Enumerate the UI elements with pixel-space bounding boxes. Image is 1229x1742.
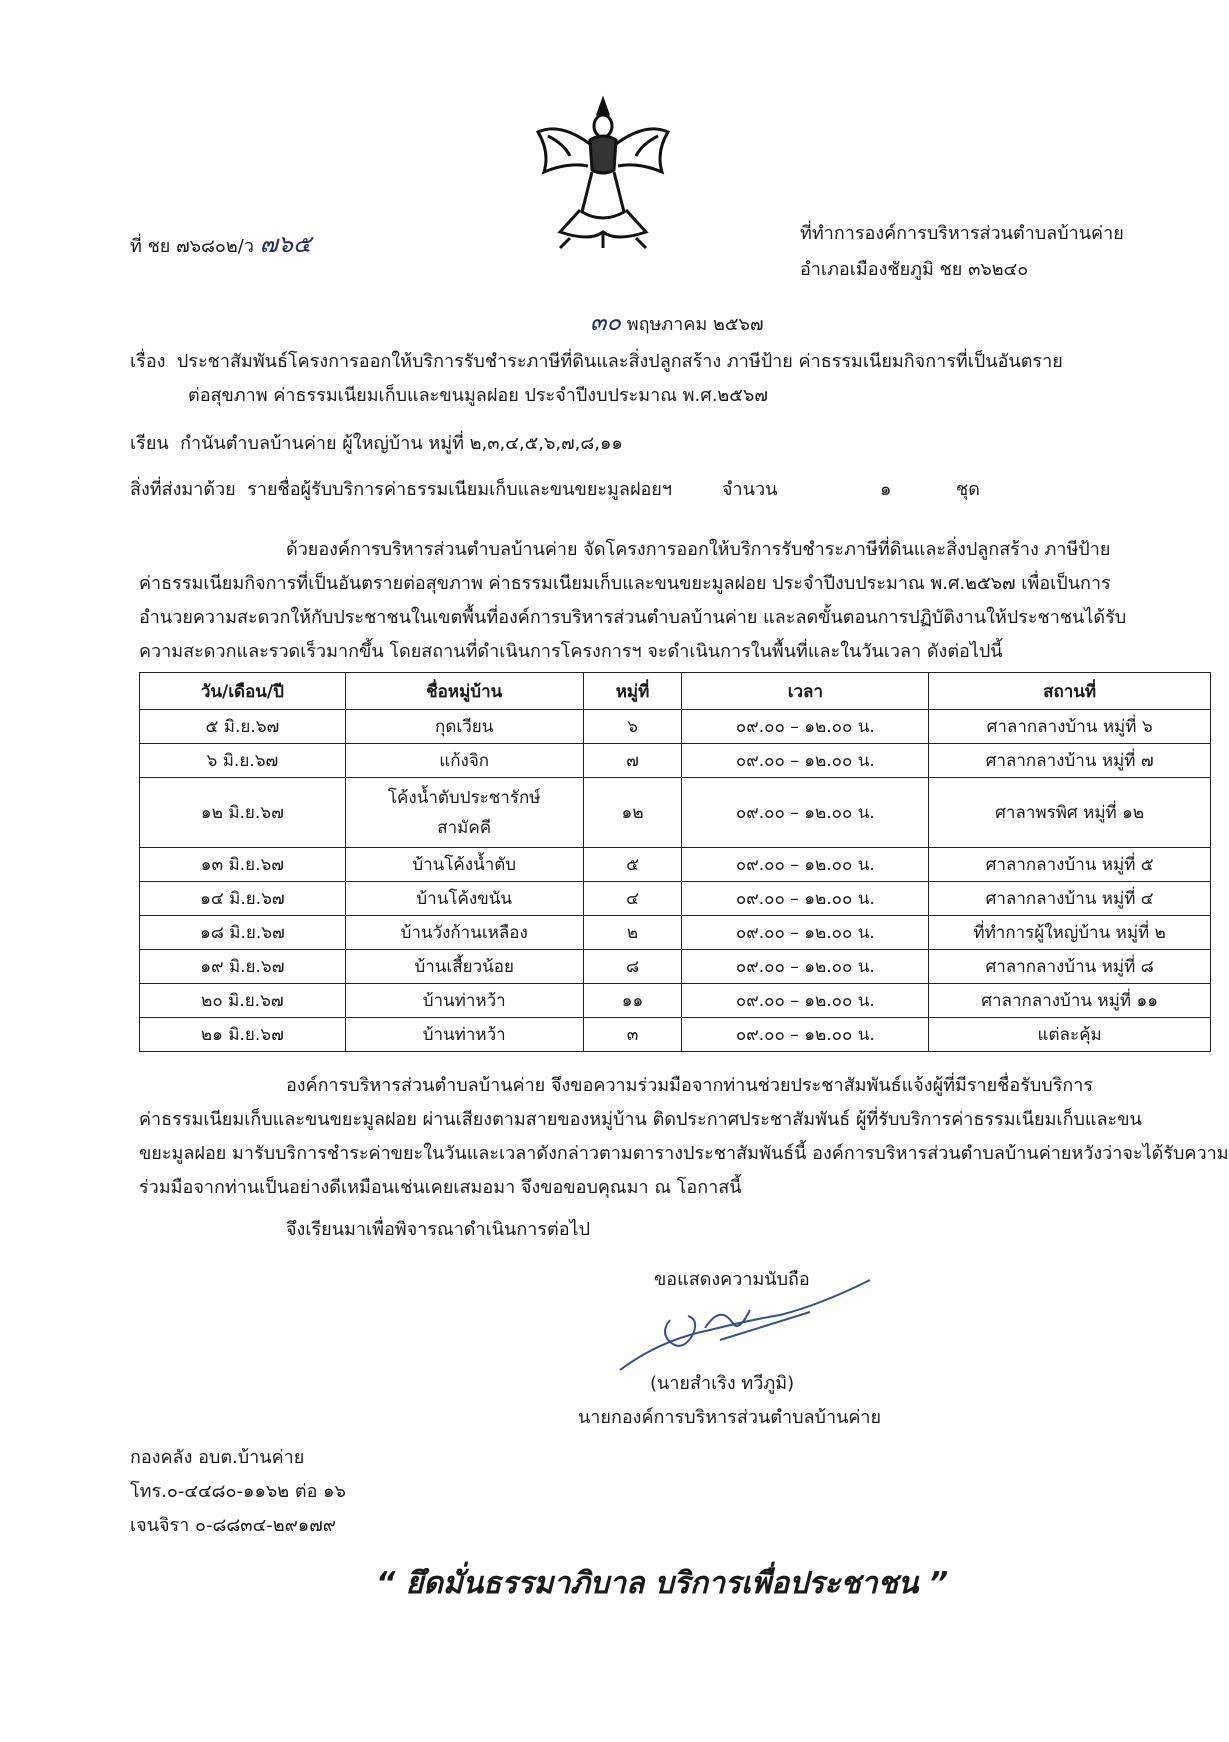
enclosure-unit: ชุด xyxy=(956,479,980,500)
cell-village: บ้านเสี้ยวน้อย xyxy=(345,950,583,984)
cell-date: ๒๐ มิ.ย.๖๗ xyxy=(140,984,346,1018)
regards: ขอแสดงความนับถือ xyxy=(654,1269,810,1290)
handwritten-number: ๗๖๕ xyxy=(259,230,312,258)
cell-moo: ๔ xyxy=(583,882,682,916)
handwritten-day: ๓๐ xyxy=(590,308,622,336)
table-row xyxy=(140,710,1211,744)
cell-time: ๐๙.๐๐ – ๑๒.๐๐ น. xyxy=(682,1018,929,1052)
cell-time: ๐๙.๐๐ – ๑๒.๐๐ น. xyxy=(682,710,929,744)
cell-village xyxy=(345,778,583,848)
cell-date: ๒๑ มิ.ย.๖๗ xyxy=(140,1018,346,1052)
schedule-table xyxy=(139,672,1211,1052)
cell-date: ๕ มิ.ย.๖๗ xyxy=(140,710,346,744)
cell-place: ศาลากลางบ้าน หมู่ที่ ๗ xyxy=(929,744,1211,778)
cell-place: ศาลากลางบ้าน หมู่ที่ ๑๑ xyxy=(929,984,1211,1018)
contact-person: เจนจิรา ๐-๘๘๓๔-๒๙๑๗๙ xyxy=(130,1515,336,1536)
garuda-emblem-icon xyxy=(530,92,676,252)
subject-line1: ประชาสัมพันธ์โครงการออกให้บริการรับชำระภาษีที่ดินและสิ่งปลูกสร้าง ภาษีป้าย ค่าธรรมเนียมกิจการที่เป็นอันตราย xyxy=(176,351,1063,372)
header-place: สถานที่ xyxy=(929,673,1211,710)
cell-time: ๐๙.๐๐ – ๑๒.๐๐ น. xyxy=(682,984,929,1018)
cell-time: ๐๙.๐๐ – ๑๒.๐๐ น. xyxy=(682,778,929,848)
table-row xyxy=(140,1018,1211,1052)
signer-name: (นายสำเริง ทวีภูมิ) xyxy=(650,1373,795,1394)
cell-moo: ๑๑ xyxy=(583,984,682,1018)
cell-moo: ๕ xyxy=(583,848,682,882)
table-row xyxy=(140,882,1211,916)
addressee: เรียน กำนันตำบลบ้านค่าย ผู้ใหญ่บ้าน หมู่ที่ ๒,๓,๔,๕,๖,๗,๘,๑๑ xyxy=(130,433,623,454)
cell-time: ๐๙.๐๐ – ๑๒.๐๐ น. xyxy=(682,916,929,950)
para2-line4: ร่วมมือจากท่านเป็นอย่างดีเหมือนเช่นเคยเสมอมา จึงขอขอบคุณมา ณ โอกาสนี้ xyxy=(139,1177,742,1198)
cell-date: ๑๓ มิ.ย.๖๗ xyxy=(140,848,346,882)
cell-moo: ๗ xyxy=(583,744,682,778)
para2-line2: ค่าธรรมเนียมเก็บและขนขยะมูลฝอย ผ่านเสียงตามสายของหมู่บ้าน ติดประกาศประชาสัมพันธ์ ผู้ที่รับบริการค่าธรรมเนียมเก็บและขน xyxy=(139,1109,1142,1130)
cell-moo: ๓ xyxy=(583,1018,682,1052)
cell-village: แก้งจิก xyxy=(345,744,583,778)
table-row xyxy=(140,984,1211,1018)
para1-line3: อำนวยความสะดวกให้กับประชาชนในเขตพื้นที่องค์การบริหารส่วนตำบลบ้านค่าย และลดขั้นตอนการปฏิบัติงานให้ประชาชนได้รับ xyxy=(139,607,1127,628)
cell-place: ศาลากลางบ้าน หมู่ที่ ๖ xyxy=(929,710,1211,744)
cell-village: บ้านท่าหว้า xyxy=(345,1018,583,1052)
header-time: เวลา xyxy=(682,673,929,710)
enclosure-amount: ๑ xyxy=(880,479,892,500)
cell-village-line2: สามัคคี xyxy=(437,817,492,838)
document-number: ที่ ชย ๗๖๘๐๒/ว ๗๖๕ xyxy=(130,230,312,258)
cell-village: บ้านโค้งน้ำตับ xyxy=(345,848,583,882)
para1-line4: ความสะดวกและรวดเร็วมากขึ้น โดยสถานที่ดำเนินการโครงการฯ จะดำเนินการในพื้นที่และในวันเวลา ดังต่อไปนี้ xyxy=(139,641,1003,662)
cell-place: แต่ละคุ้ม xyxy=(929,1018,1211,1052)
table-row xyxy=(140,950,1211,984)
subject-label: เรื่อง xyxy=(130,351,166,372)
cell-village: กุดเวียน xyxy=(345,710,583,744)
cell-village-line1: โค้งน้ำตับประชารักษ์ xyxy=(387,787,541,808)
cell-place: ศาลากลางบ้าน หมู่ที่ ๘ xyxy=(929,950,1211,984)
signature-icon xyxy=(600,1270,900,1380)
cell-village: บ้านวังก้านเหลือง xyxy=(345,916,583,950)
cell-place: ศาลากลางบ้าน หมู่ที่ ๔ xyxy=(929,882,1211,916)
enclosure-amount-label: จำนวน xyxy=(722,479,778,500)
cell-place: ที่ทำการผู้ใหญ่บ้าน หมู่ที่ ๒ xyxy=(929,916,1211,950)
cell-date: ๑๔ มิ.ย.๖๗ xyxy=(140,882,346,916)
cell-village: บ้านท่าหว้า xyxy=(345,984,583,1018)
header-date: วัน/เดือน/ปี xyxy=(140,673,346,710)
cell-moo: ๒ xyxy=(583,916,682,950)
cell-time: ๐๙.๐๐ – ๑๒.๐๐ น. xyxy=(682,882,929,916)
cell-date: ๑๒ มิ.ย.๖๗ xyxy=(140,778,346,848)
table-header-row xyxy=(140,673,1211,710)
cell-place: ศาลาพรพิศ หมู่ที่ ๑๒ xyxy=(929,778,1211,848)
enclosure: สิ่งที่ส่งมาด้วย รายชื่อผู้รับบริการค่าธรรมเนียมเก็บและขนขยะมูลฝอยฯ xyxy=(130,479,672,500)
cell-village: บ้านโค้งขนัน xyxy=(345,882,583,916)
phone: โทร.๐-๔๔๘๐-๑๑๖๒ ต่อ ๑๖ xyxy=(130,1481,346,1502)
cell-moo: ๑๒ xyxy=(583,778,682,848)
cell-time: ๐๙.๐๐ – ๑๒.๐๐ น. xyxy=(682,950,929,984)
para2-line3: ขยะมูลฝอย มารับบริการชำระค่าขยะในวันและเวลาดังกล่าวตามตารางประชาสัมพันธ์นี้ องค์การบริหารส่วนตำบลบ้านค่ายหวังว่าจะได้รับความ xyxy=(139,1143,1229,1164)
table-row xyxy=(140,744,1211,778)
para1-line1: ด้วยองค์การบริหารส่วนตำบลบ้านค่าย จัดโครงการออกให้บริการรับชำระภาษีที่ดินและสิ่งปลูกสร้าง ภาษีป้าย xyxy=(286,539,1111,560)
cell-date: ๑๘ มิ.ย.๖๗ xyxy=(140,916,346,950)
cell-date: ๖ มิ.ย.๖๗ xyxy=(140,744,346,778)
subject xyxy=(130,346,1063,378)
cell-place: ศาลากลางบ้าน หมู่ที่ ๕ xyxy=(929,848,1211,882)
cell-date: ๑๙ มิ.ย.๖๗ xyxy=(140,950,346,984)
table-row xyxy=(140,916,1211,950)
table-row xyxy=(140,848,1211,882)
header-village: ชื่อหมู่บ้าน xyxy=(345,673,583,710)
header-moo: หมู่ที่ xyxy=(583,673,682,710)
para1-line2: ค่าธรรมเนียมกิจการที่เป็นอันตรายต่อสุขภาพ ค่าธรรมเนียมเก็บและขนขยะมูลฝอย ประจำปีงบประมาณ พ.ศ.๒๕๖๗ เพื่อเป็นการ xyxy=(139,573,1111,594)
cell-time: ๐๙.๐๐ – ๑๒.๐๐ น. xyxy=(682,848,929,882)
subject-line2: ต่อสุขภาพ ค่าธรรมเนียมเก็บและขนมูลฝอย ประจำปีงบประมาณ พ.ศ.๒๕๖๗ xyxy=(188,385,768,406)
para2-line1: องค์การบริหารส่วนตำบลบ้านค่าย จึงขอความร่วมมือจากท่านช่วยประชาสัมพันธ์แจ้งผู้ที่มีรายชื่อรับบริการ xyxy=(286,1075,1094,1096)
document-date: ๓๐ พฤษภาคม ๒๕๖๗ xyxy=(590,308,764,336)
cell-moo: ๘ xyxy=(583,950,682,984)
department: กองคลัง อบต.บ้านค่าย xyxy=(130,1447,305,1468)
office-address-line1: ที่ทำการองค์การบริหารส่วนตำบลบ้านค่าย xyxy=(800,223,1124,244)
office-address-line2: อำเภอเมืองชัยภูมิ ชย ๓๖๒๔๐ xyxy=(800,259,1029,280)
table-row xyxy=(140,778,1211,848)
signer-position: นายกองค์การบริหารส่วนตำบลบ้านค่าย xyxy=(578,1407,882,1428)
motto: “ ยึดมั่นธรรมาภิบาล บริการเพื่อประชาชน ” xyxy=(376,1566,949,1601)
closing-line: จึงเรียนมาเพื่อพิจารณาดำเนินการต่อไป xyxy=(286,1219,591,1240)
cell-moo: ๖ xyxy=(583,710,682,744)
cell-time: ๐๙.๐๐ – ๑๒.๐๐ น. xyxy=(682,744,929,778)
